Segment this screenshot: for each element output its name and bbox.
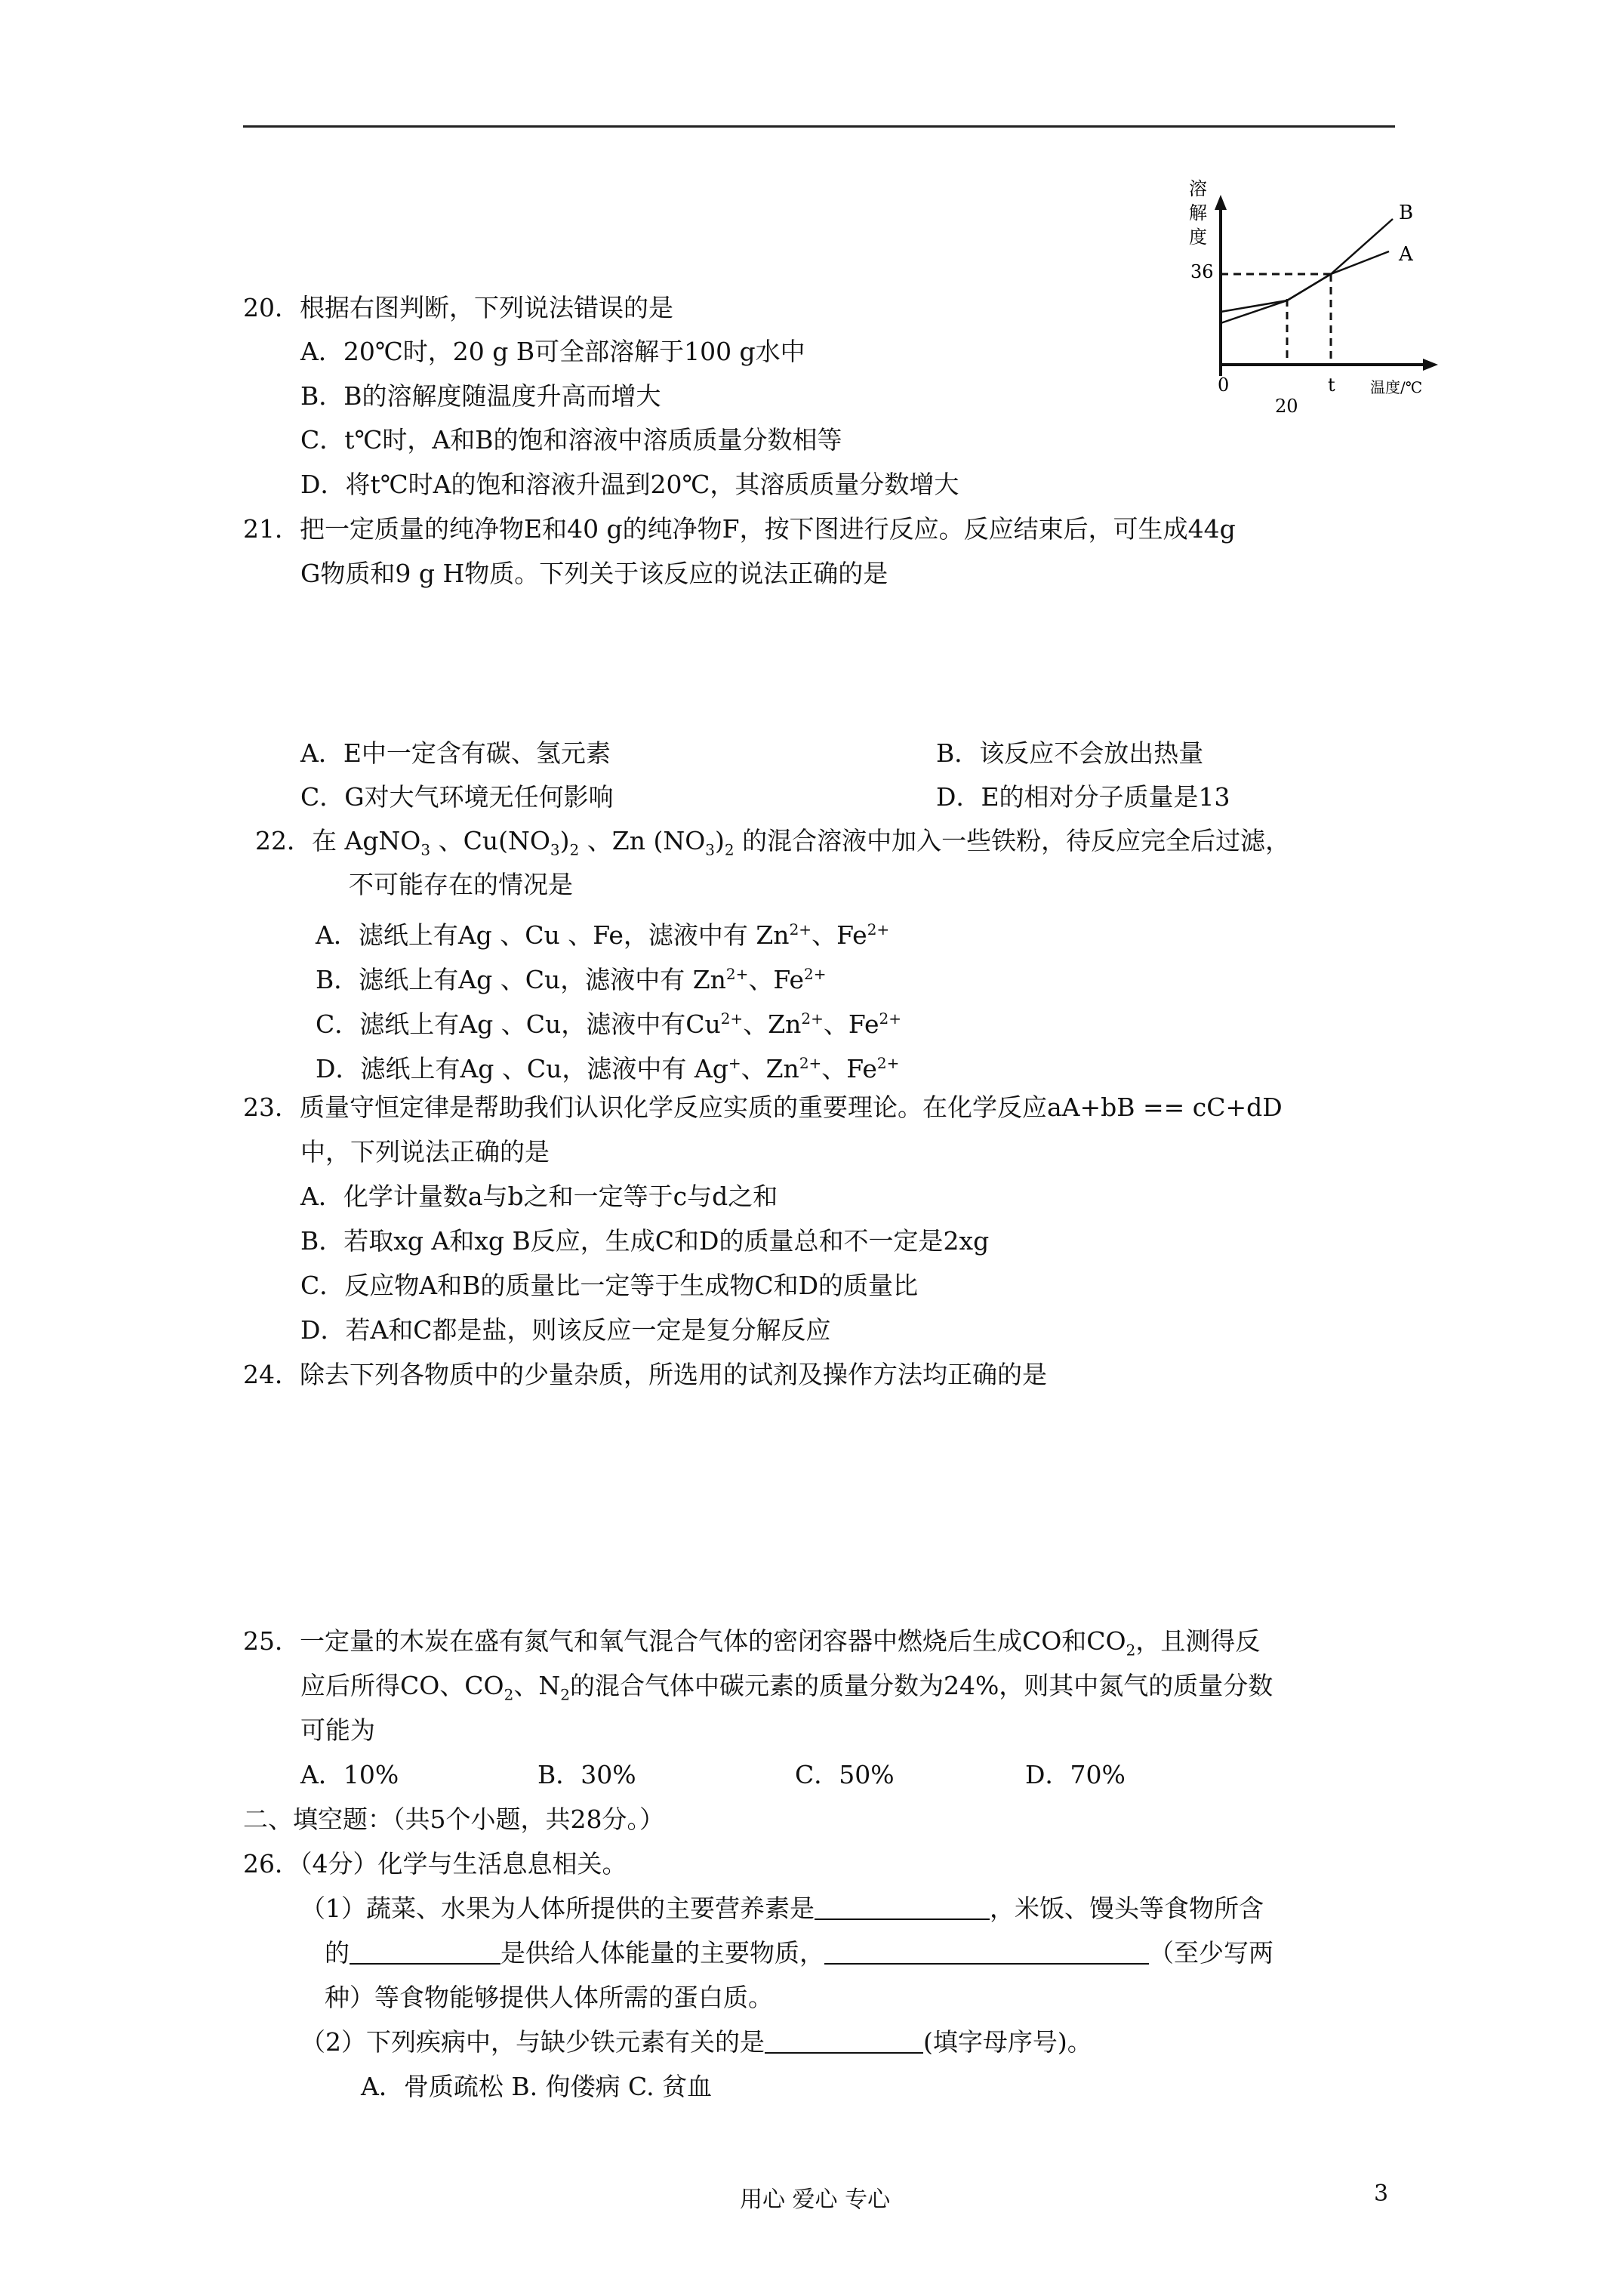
q25-stem-line2: 应后所得CO、$CO_2$、$N_2$的混合气体中碳元素的质量分数为24%，则其中氮气的质量分数 <box>300 1671 1273 1704</box>
answer-blank-2[interactable] <box>350 1940 500 1965</box>
answer-blank-1[interactable] <box>815 1896 990 1920</box>
q21-option-d: D．E的相对分子质量是13 <box>936 782 1230 812</box>
q20-stem: 20．根据右图判断，下列说法错误的是 <box>243 293 673 322</box>
q21-option-b: B．该反应不会放出热量 <box>936 738 1204 768</box>
q26-part1-line1: （1）蔬菜、水果为人体所提供的主要营养素是 ，米饭、馒头等食物所含 <box>300 1894 1264 1923</box>
section-heading: 二、填空题：（共5个小题，共28分。） <box>243 1804 664 1834</box>
q20-option-d: D．将t℃时A的饱和溶液升温到20℃，其溶质质量分数增大 <box>300 470 959 499</box>
x-tick-20: 20 <box>1275 396 1298 414</box>
chart-ylabel-2: 解 <box>1189 202 1207 223</box>
q21-option-c: C．G对大气环境无任何影响 <box>300 782 614 812</box>
q20-option-c: C．t℃时，A和B的饱和溶液中溶质质量分数相等 <box>300 425 842 455</box>
q22-stem-line2: 不可能存在的情况是 <box>349 870 573 899</box>
q22-option-c: C．滤纸上有Ag 、Cu，滤液中有$Cu^{2+}$、$Zn^{2+}$、$Fe^{2+}$ <box>316 1009 901 1039</box>
q22-option-b: B．滤纸上有Ag 、Cu，滤液中有 $Zn^{2+}$、$Fe^{2+}$ <box>316 965 827 994</box>
q21-stem-line2: G物质和9 g H物质。下列关于该反应的说法正确的是 <box>300 559 888 588</box>
q22-option-d: D．滤纸上有Ag 、Cu，滤液中有 Ag+、$Zn^{2+}$、$Fe^{2+}$ <box>316 1054 900 1083</box>
answer-blank-3[interactable] <box>824 1940 1149 1965</box>
q24-stem: 24．除去下列各物质中的少量杂质，所选用的试剂及操作方法均正确的是 <box>243 1360 1047 1389</box>
q22-option-a: A．滤纸上有Ag 、Cu 、Fe，滤液中有 $Zn^{2+}$、$Fe^{2+}$ <box>316 920 890 950</box>
q26-part1-line3: 种）等食物能够提供人体所需的蛋白质。 <box>325 1983 773 2012</box>
q23-option-d: D．若A和C都是盐，则该反应一定是复分解反应 <box>300 1315 831 1345</box>
q21-stem-line1: 21．把一定质量的纯净物E和40 g的纯净物F，按下图进行反应。反应结束后，可生成44g <box>243 514 1236 544</box>
solubility-chart <box>1181 172 1453 414</box>
q26-part2-options: A．骨质疏松 B. 佝偻病 C. 贫血 <box>361 2072 713 2101</box>
q23-option-b: B．若取xg A和xg B反应，生成C和D的质量总和不一定是2xg <box>300 1226 990 1256</box>
q25-stem-line1: 25．一定量的木炭在盛有氮气和氧气混合气体的密闭容器中燃烧后生成CO和$CO_2$，且测得反 <box>243 1626 1261 1660</box>
q26-part2-line1: （2）下列疾病中，与缺少铁元素有关的是 (填字母序号)。 <box>300 2027 1092 2057</box>
q23-stem-line1: 23．质量守恒定律是帮助我们认识化学反应实质的重要理论。在化学反应aA+bB == cC+dD <box>243 1093 1283 1122</box>
q23-option-a: A．化学计量数a与b之和一定等于c与d之和 <box>300 1182 778 1211</box>
chart-ylabel-3: 度 <box>1189 227 1207 248</box>
answer-blank-4[interactable] <box>765 2029 923 2054</box>
q20-option-a: A．20℃时，20 g B可全部溶解于100 g水中 <box>300 337 805 366</box>
page-number: 3 <box>1374 2180 1389 2207</box>
x-tick-t: t <box>1328 374 1335 396</box>
footer-motto: 用心 爱心 专心 <box>740 2187 891 2213</box>
q25-option-d: D．70% <box>1025 1760 1126 1789</box>
series-A-line <box>1221 251 1389 312</box>
series-A-label: A <box>1399 243 1413 266</box>
header-rule <box>243 125 1395 128</box>
q26-stem: 26．（4分）化学与生活息息相关。 <box>243 1849 627 1878</box>
x-axis-arrow <box>1423 359 1438 371</box>
chart-xlabel: 温度/℃ <box>1370 378 1423 396</box>
q21-option-a: A．E中一定含有碳、氢元素 <box>300 738 611 768</box>
q25-option-a: A．10% <box>300 1760 399 1789</box>
q20-option-b: B．B的溶解度随温度升高而增大 <box>300 381 661 411</box>
q23-stem-line2: 中，下列说法正确的是 <box>300 1137 550 1166</box>
q25-option-c: C．50% <box>795 1760 895 1789</box>
y-axis-arrow <box>1215 195 1227 210</box>
q22-stem-line1: 22．在 AgNO$_3$ 、$Cu(NO_3)_2$ 、Zn $(NO_3)_2$ 的混合溶液中加入一些铁粉，待反应完全后过滤， <box>255 826 1291 859</box>
q26-part1-line2: 的 是供给人体能量的主要物质， （至少写两 <box>325 1938 1273 1968</box>
series-B-label: B <box>1399 202 1414 224</box>
q25-option-b: B．30% <box>537 1760 636 1789</box>
chart-ylabel-1: 溶 <box>1189 178 1207 199</box>
y-tick-36: 36 <box>1190 261 1214 282</box>
q25-stem-line3: 可能为 <box>300 1715 375 1745</box>
x-tick-0: 0 <box>1218 374 1230 396</box>
q23-option-c: C．反应物A和B的质量比一定等于生成物C和D的质量比 <box>300 1271 919 1300</box>
